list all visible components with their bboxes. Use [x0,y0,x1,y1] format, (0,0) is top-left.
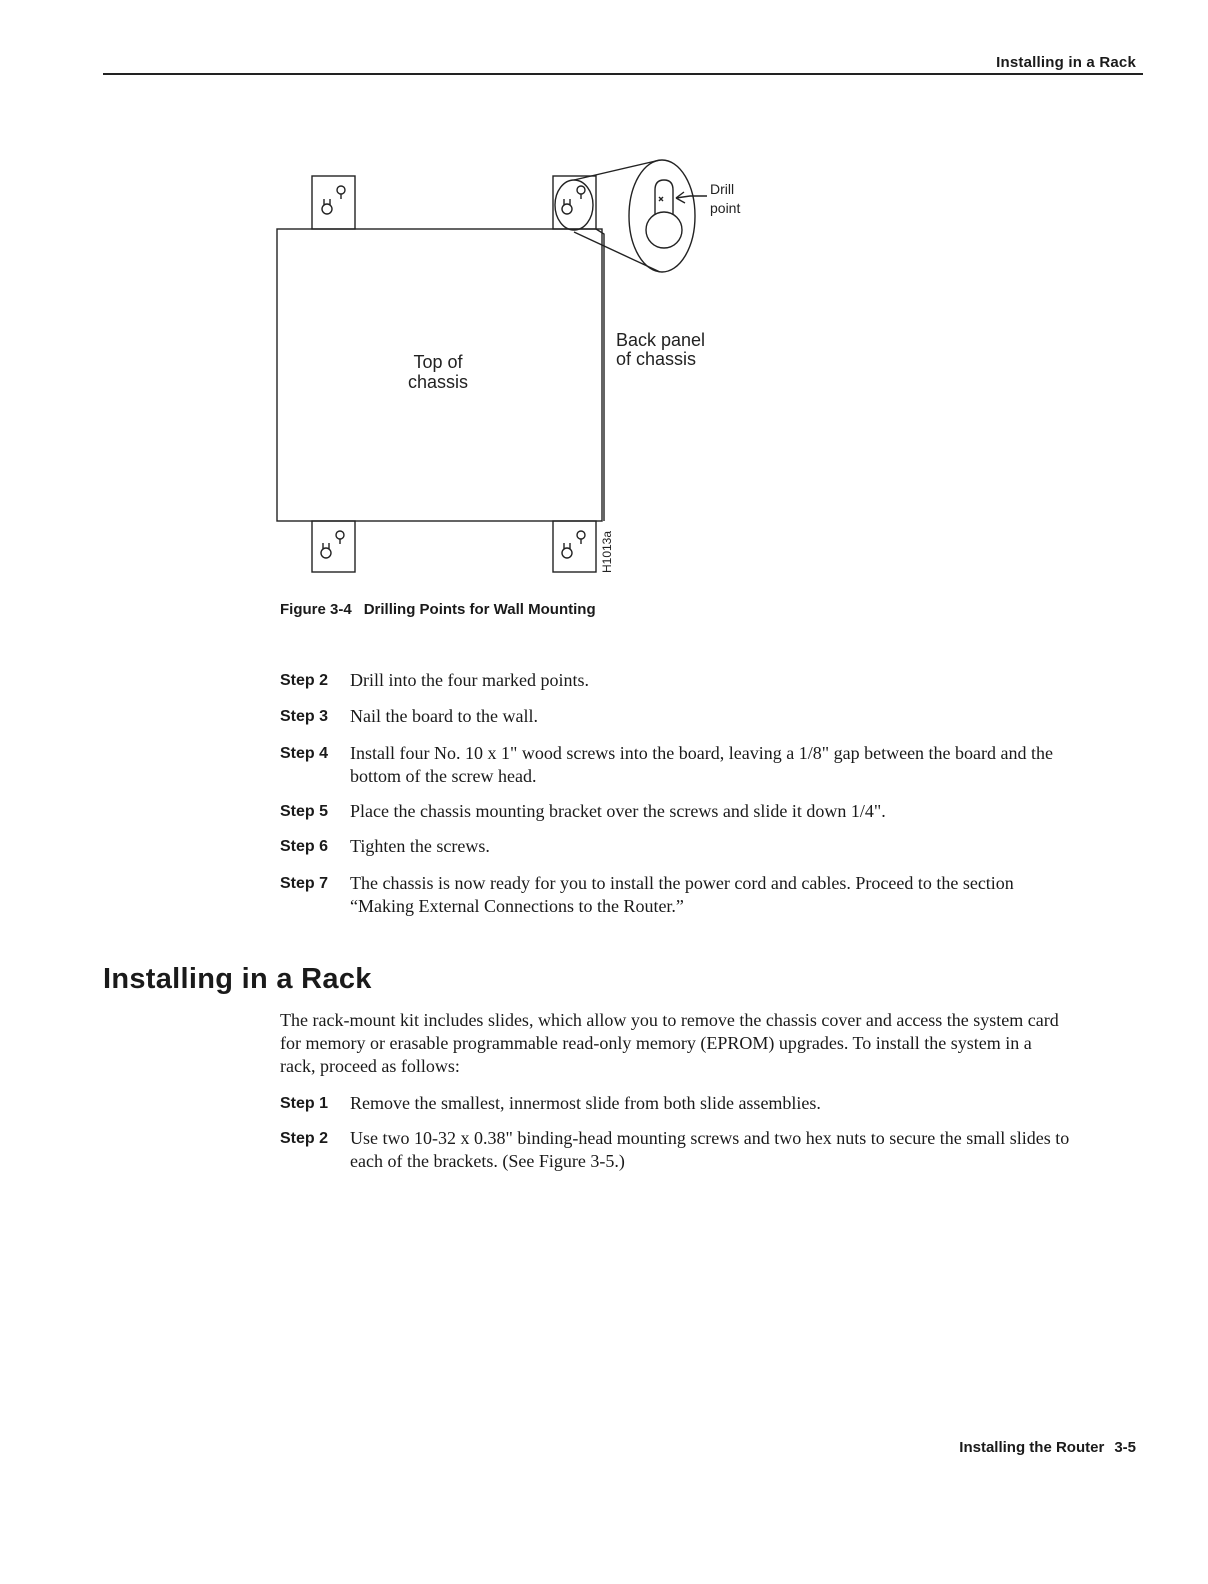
step-item [280,872,1070,918]
step-item [280,835,1070,872]
step-text: The chassis is now ready for you to install the power cord and cables. Proceed to the section “Making External Connections to the Router.” [350,873,1014,916]
step-text: Place the chassis mounting bracket over the screws and slide it down 1/4". [350,801,886,821]
step-text: Use two 10-32 x 0.38" binding-head mounting screws and two hex nuts to secure the small slides to each of the brackets. (See Figure 3-5.) [350,1128,1070,1171]
page-footer [959,1439,1136,1456]
label-drill-point-1: Drill [710,181,735,197]
label-drill-point-2: point [710,200,741,216]
bracket-bottom-left [312,521,355,572]
step-label: Step 6 [280,838,329,855]
step-label: Step 7 [280,875,329,892]
label-back-panel-2: of chassis [616,349,697,369]
figure-caption [280,601,596,618]
bracket-top-right [553,176,596,230]
figure-title: Drilling Points for Wall Mounting [363,601,596,618]
label-back-panel-1: Back panel [616,330,706,350]
step-item [280,705,1070,742]
section-intro: The rack-mount kit includes slides, which allow you to remove the chassis cover and access the system card for memory or erasable programmable read-only memory (EPROM) upgrades. To install the system in a rack, proceed as follows: [280,1010,1059,1076]
step-label: Step 1 [280,1095,329,1112]
step-text: Nail the board to the wall. [350,706,538,726]
bracket-top-left [312,176,355,229]
step-item [280,1092,1070,1127]
step-text: Remove the smallest, innermost slide from both slide assemblies. [350,1093,821,1113]
step-label: Step 2 [280,1130,329,1147]
magnified-keyhole [574,160,695,272]
step-item [280,1127,1070,1173]
figure-drilling-points-diagram [0,0,1208,640]
figure-number: Figure 3-4 [280,601,352,618]
label-top-of-chassis-2: chassis [407,372,469,392]
step-text: Tighten the screws. [350,836,490,856]
step-item [280,800,1070,835]
running-head: Installing in a Rack [996,54,1136,71]
step-label: Step 5 [280,803,329,820]
figure-id: H1013a [600,530,614,573]
step-label: Step 4 [280,745,329,762]
step-item [280,742,1070,800]
drill-point-arrow [676,192,707,203]
rack-mount-steps [280,1092,1070,1173]
step-text: Install four No. 10 x 1" wood screws into the board, leaving a 1/8" gap between the board and the bottom of the screw head. [350,743,1054,786]
wall-mount-steps [280,669,1070,918]
footer-chapter: Installing the Router [959,1439,1105,1456]
step-label: Step 3 [280,708,329,725]
section-heading: Installing in a Rack [103,963,372,995]
step-item [280,669,1070,705]
bracket-bottom-right [553,521,596,572]
step-text: Drill into the four marked points. [350,670,589,690]
page-number: 3-5 [1114,1439,1136,1456]
step-label: Step 2 [280,672,329,689]
label-top-of-chassis-1: Top of [413,352,463,372]
back-panel-edge [596,229,604,521]
